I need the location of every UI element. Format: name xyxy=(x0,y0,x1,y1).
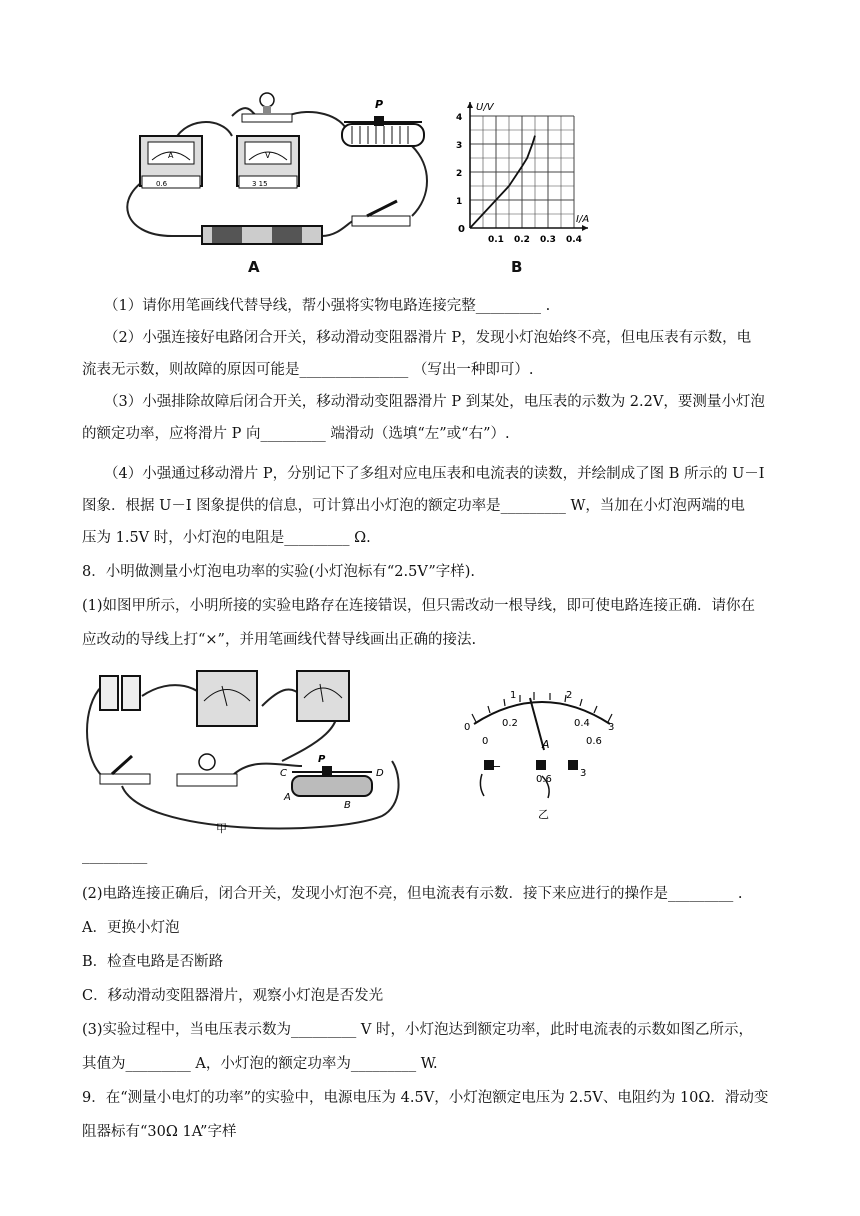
x-tick-label: 0.3 xyxy=(540,235,556,245)
question-8-part-2: (2)电路连接正确后，闭合开关，发现小灯泡不亮，但电流表有示数．接下来应进行的操作是_________ . xyxy=(82,886,743,902)
y-tick-label: 3 xyxy=(456,141,463,151)
dial-bottom-scale-3: 0.6 xyxy=(586,736,602,747)
wire xyxy=(287,112,347,131)
terminal-0-6: 0.6 xyxy=(536,774,552,785)
wire xyxy=(232,764,302,777)
wire xyxy=(412,146,427,216)
figure-jia-label: 甲 xyxy=(216,822,227,835)
switch xyxy=(352,201,410,226)
question-7-part-1: （1）请你用笔画线代替导线，帮小强将实物电路连接完整_________ . xyxy=(104,298,551,314)
figure-yi-label: 乙 xyxy=(538,808,549,821)
dial-bottom-scale-0: 0 xyxy=(482,736,489,747)
battery xyxy=(202,226,322,244)
circuit-figure-a xyxy=(112,86,442,246)
y-tick-label: 1 xyxy=(456,197,463,207)
lamp xyxy=(242,93,292,122)
rheostat xyxy=(280,754,384,811)
lamp xyxy=(177,754,237,786)
question-7-part-3-line-2: 的额定功率，应将滑片 P 向_________ 端滑动（选填“左”或“右”）. xyxy=(82,426,510,442)
question-8-part-1-line-2: 应改动的导线上打“×”，并用笔画线代替导线画出正确的接法. xyxy=(82,632,477,648)
x-tick-label: 0.2 xyxy=(514,235,530,245)
ammeter-dial-figure-yi xyxy=(462,686,622,826)
x-axis-label: I/A xyxy=(576,214,590,225)
circuit-figure-jia xyxy=(82,666,412,836)
y-tick-label: 4 xyxy=(456,113,463,123)
question-8-part-3-line-2: 其值为_________ A，小灯泡的额定功率为_________ W. xyxy=(82,1056,438,1072)
ammeter xyxy=(140,136,202,188)
battery xyxy=(122,676,140,710)
dial-top-scale-0: 0 xyxy=(464,722,471,733)
voltmeter xyxy=(297,671,349,721)
question-9-line-1: 9．在“测量小电灯的功率”的实验中，电源电压为 4.5V，小灯泡额定电压为 2.5V、电阻约为 10Ω．滑动变 xyxy=(82,1090,769,1106)
rheostat-label-d: D xyxy=(376,768,384,779)
dial-bottom-scale-2: 0.4 xyxy=(574,718,590,729)
battery xyxy=(100,676,118,710)
question-8-heading: 8．小明做测量小灯泡电功率的实验(小灯泡标有“2.5V”字样). xyxy=(82,564,476,580)
voltmeter xyxy=(237,136,299,188)
terminal-negative: − xyxy=(492,760,502,773)
rheostat-label-a: A xyxy=(284,792,291,803)
question-7-part-4-line-1: （4）小强通过移动滑片 P，分别记下了多组对应电压表和电流表的读数，并绘制成了图 B 所示的 U－I xyxy=(104,466,765,482)
figure-a-label: A xyxy=(248,258,260,276)
svg-text:V: V xyxy=(265,151,271,160)
question-7-part-3-line-1: （3）小强排除故障后闭合开关，移动滑动变阻器滑片 P 到某处，电压表的示数为 2.2V，要测量小灯泡 xyxy=(104,394,765,410)
rheostat-label-c: C xyxy=(280,768,287,779)
x-tick-label: 0.1 xyxy=(488,235,504,245)
question-8-part-3-line-1: (3)实验过程中，当电压表示数为_________ V 时，小灯泡达到额定功率，此时电流表的示数如图乙所示， xyxy=(82,1022,753,1038)
origin-label: 0 xyxy=(458,224,465,235)
question-7-part-4-line-3: 压为 1.5V 时，小灯泡的电阻是_________ Ω. xyxy=(82,530,371,546)
rheostat-label-b: B xyxy=(344,800,351,811)
y-axis-label: U/V xyxy=(476,102,494,113)
svg-text:A: A xyxy=(168,151,174,160)
question-7-part-2-line-2: 流表无示数，则故障的原因可能是_______________ （写出一种即可）. xyxy=(82,362,534,378)
question-7-part-4-line-2: 图象．根据 U－I 图象提供的信息，可计算出小灯泡的额定功率是_________ W，当加在小灯泡两端的电 xyxy=(82,498,745,514)
dial-unit: A xyxy=(542,738,550,751)
x-tick-label: 0.4 xyxy=(566,235,582,245)
rheostat xyxy=(342,98,424,146)
question-8-part-1-line-1: (1)如图甲所示，小明所接的实验电路存在连接错误，但只需改动一根导线，即可使电路连接正确．请你在 xyxy=(82,598,756,614)
ui-graph-figure-b xyxy=(442,90,602,250)
dial-bottom-scale-1: 0.2 xyxy=(502,718,518,729)
question-7-part-2-line-1: （2）小强连接好电路闭合开关，移动滑动变阻器滑片 P，发现小灯泡始终不亮，但电压表有示数，电 xyxy=(104,330,752,346)
y-tick-label: 2 xyxy=(456,169,463,179)
option-a: A．更换小灯泡 xyxy=(82,920,180,936)
dial-top-scale-3: 3 xyxy=(608,722,615,733)
terminal-3: 3 xyxy=(580,768,587,779)
switch xyxy=(100,756,150,784)
answer-blank: _________ xyxy=(82,848,148,864)
ammeter-terminal-label: 0.6 xyxy=(156,180,168,188)
rheostat-slider-label: P xyxy=(375,98,384,111)
figure-b-label: B xyxy=(511,258,523,276)
dial-top-scale-1: 1 xyxy=(510,690,517,701)
ammeter xyxy=(197,671,257,726)
rheostat-label-p: P xyxy=(318,754,326,765)
y-axis-arrow xyxy=(467,102,473,108)
option-c: C．移动滑动变阻器滑片，观察小灯泡是否发光 xyxy=(82,988,384,1004)
voltmeter-terminal-label: 3 15 xyxy=(252,180,268,188)
question-9-line-2: 阻器标有“30Ω 1A”字样 xyxy=(82,1124,237,1140)
x-axis-arrow xyxy=(582,225,588,231)
dial-top-scale-2: 2 xyxy=(566,690,573,701)
option-b: B．检查电路是否断路 xyxy=(82,954,224,970)
